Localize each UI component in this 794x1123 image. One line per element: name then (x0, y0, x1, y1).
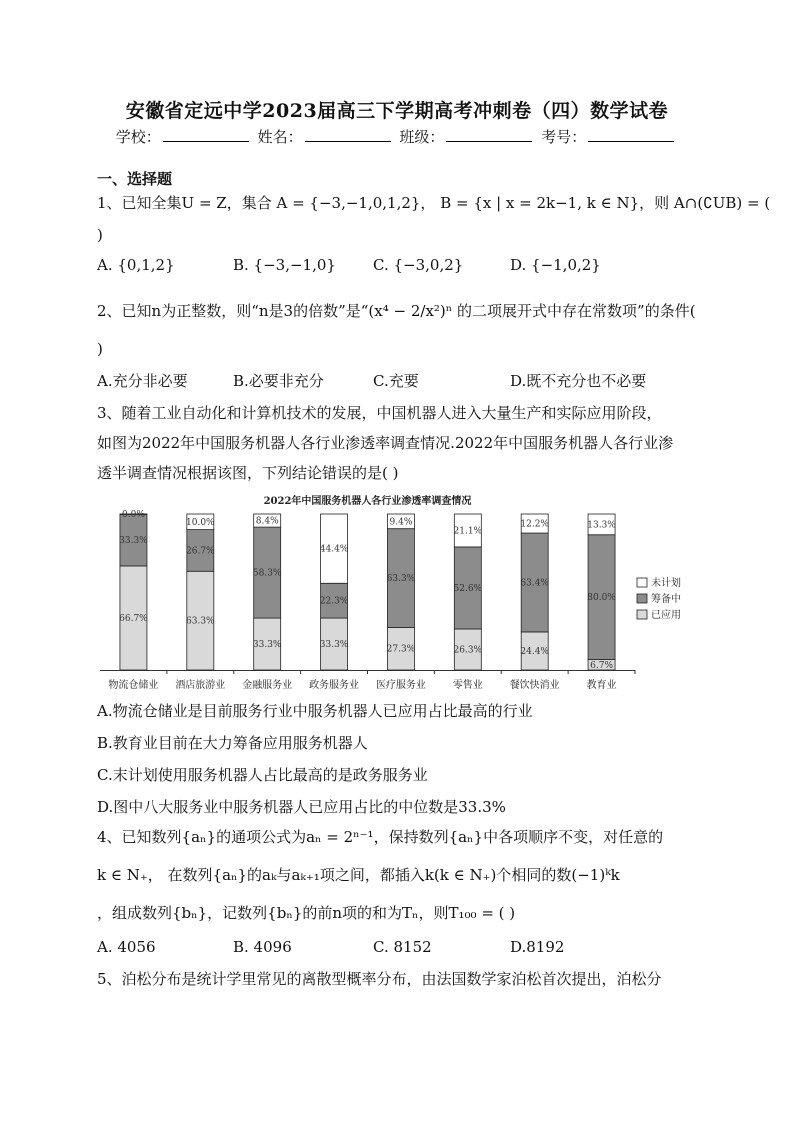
data-label-0-0: 66.7% (119, 613, 148, 624)
category-label-4: 医疗服务业 (375, 680, 426, 691)
data-label-1-2: 10.0% (186, 517, 215, 528)
data-label-6-0: 24.4% (520, 646, 549, 657)
data-label-7-1: 80.0% (587, 593, 616, 604)
data-label-2-1: 58.3% (252, 568, 282, 579)
school-blank[interactable] (163, 127, 249, 142)
q1-option-a: A. {0,1,2} (97, 256, 175, 274)
q5-line1: 5、泊松分布是统计学里常见的离散型概率分布，由法国数学家泊松首次提出，泊松分 (97, 970, 662, 988)
data-label-0-1: 33.3% (119, 535, 148, 546)
category-label-3: 政务服务业 (309, 680, 360, 691)
data-label-4-2: 9.4% (389, 517, 413, 528)
q4-line1: 4、已知数列{aₙ}的通项公式为aₙ = 2ⁿ⁻¹，保持数列{aₙ}中各项顺序不变，对任意的 (97, 828, 664, 846)
category-label-1: 酒店旅游业 (175, 680, 226, 691)
legend-swatch-2 (637, 610, 647, 619)
q1-cont: ) (97, 226, 103, 244)
q3-option-b: B.教育业目前在大力筹备应用服务机器人 (97, 734, 368, 752)
category-label-0: 物流仓储业 (108, 680, 159, 691)
q2-option-a: A.充分非必要 (97, 372, 188, 390)
data-label-6-1: 63.4% (520, 578, 549, 589)
category-label-5: 零售业 (452, 680, 483, 691)
data-label-1-1: 26.7% (186, 546, 215, 557)
q4-option-d: D.8192 (510, 938, 565, 956)
data-label-7-2: 13.3% (587, 520, 616, 531)
chart-title: 2022年中国服务机器人各行业渗透率调查情况 (263, 496, 472, 507)
q1-option-d: D. {−1,0,2} (510, 256, 601, 274)
data-label-3-0: 33.3% (319, 640, 349, 651)
data-label-3-2: 44.4% (319, 544, 349, 555)
q1-option-c: C. {−3,0,2} (373, 256, 464, 274)
q3-line2: 如图为2022年中国服务机器人各行业渗透率调查情况.2022年中国服务机器人各行业渗 (97, 434, 674, 452)
data-label-4-1: 63.3% (386, 574, 416, 585)
q4-option-a: A. 4056 (97, 938, 156, 956)
q3-option-c: C.末计划使用服务机器人占比最高的是政务服务业 (97, 766, 428, 784)
penetration-chart (95, 492, 695, 692)
q2-option-d: D.既不充分也不必要 (510, 372, 647, 390)
data-label-5-0: 26.3% (453, 645, 483, 656)
data-label-7-0: 6.7% (590, 660, 613, 671)
number-blank[interactable] (588, 127, 674, 142)
section-heading: 一、选择题 (97, 170, 173, 188)
class-blank[interactable] (446, 127, 532, 142)
q3-option-a: A.物流仓储业是目前服务行业中服务机器人已应用占比最高的行业 (97, 702, 533, 720)
category-label-2: 金融服务业 (242, 680, 293, 691)
q4-line2: k ∈ N₊， 在数列{aₙ}的aₖ与aₖ₊₁项之间，都插入k(k ∈ N₊)个相同的数(−1)ᵏk (97, 866, 620, 884)
legend-label-2: 已应用 (651, 610, 681, 621)
student-info-line (0, 126, 794, 147)
q3-line1: 3、随着工业自动化和计算机技术的发展，中国机器人进入大量生产和实际应用阶段， (97, 404, 662, 422)
q1-option-b: B. {−3,−1,0} (233, 256, 336, 274)
q2-cont: ) (97, 340, 103, 358)
data-label-3-1: 22.3% (319, 596, 349, 607)
legend-label-0: 未计划 (651, 578, 681, 589)
legend-swatch-1 (637, 594, 647, 603)
q4-option-b: B. 4096 (233, 938, 292, 956)
name-blank[interactable] (305, 127, 391, 142)
category-label-6: 餐饮快消业 (509, 680, 560, 691)
data-label-6-2: 12.2% (520, 519, 549, 530)
name-label: 姓名： (257, 128, 303, 146)
category-label-7: 教育业 (586, 680, 617, 691)
q4-line3: ，组成数列{bₙ}，记数列{bₙ}的前n项的和为Tₙ，则T₁₀₀ = ( ) (97, 904, 516, 922)
data-label-2-2: 8.4% (255, 516, 279, 527)
q2-text: 2、已知n为正整数，则“n是3的倍数”是“(x⁴ − 2/x²)ⁿ 的二项展开式中存在常数项”的条件( (97, 302, 696, 320)
data-label-5-2: 21.1% (453, 526, 483, 537)
q1-text: 1、已知全集U = Z，集合 A = {−3,−1,0,1,2}， B = {x | x = 2k−1, k ∈ N}，则 A∩(∁UB) = ( (97, 194, 771, 212)
school-label: 学校： (115, 128, 161, 146)
data-label-1-0: 63.3% (186, 616, 215, 627)
class-label: 班级： (399, 128, 445, 146)
q2-option-b: B.必要非充分 (233, 372, 324, 390)
q2-option-c: C.充要 (373, 372, 419, 390)
data-label-5-1: 52.6% (453, 583, 483, 594)
number-label: 考号： (541, 128, 587, 146)
exam-title: 安徽省定远中学2023届高三下学期高考冲刺卷（四）数学试卷 (125, 100, 669, 122)
legend-label-1: 筹备中 (651, 594, 681, 605)
q3-option-d: D.图中八大服务业中服务机器人已应用占比的中位数是33.3% (97, 798, 506, 816)
q3-line3: 透半调查情况根据该图，下列结论错误的是( ) (97, 464, 399, 482)
chart-svg (95, 492, 695, 692)
data-label-2-0: 33.3% (252, 640, 282, 651)
legend-swatch-0 (637, 578, 647, 587)
data-label-0-2: 0.0% (122, 510, 145, 520)
q4-option-c: C. 8152 (373, 938, 432, 956)
data-label-4-0: 27.3% (386, 644, 416, 655)
